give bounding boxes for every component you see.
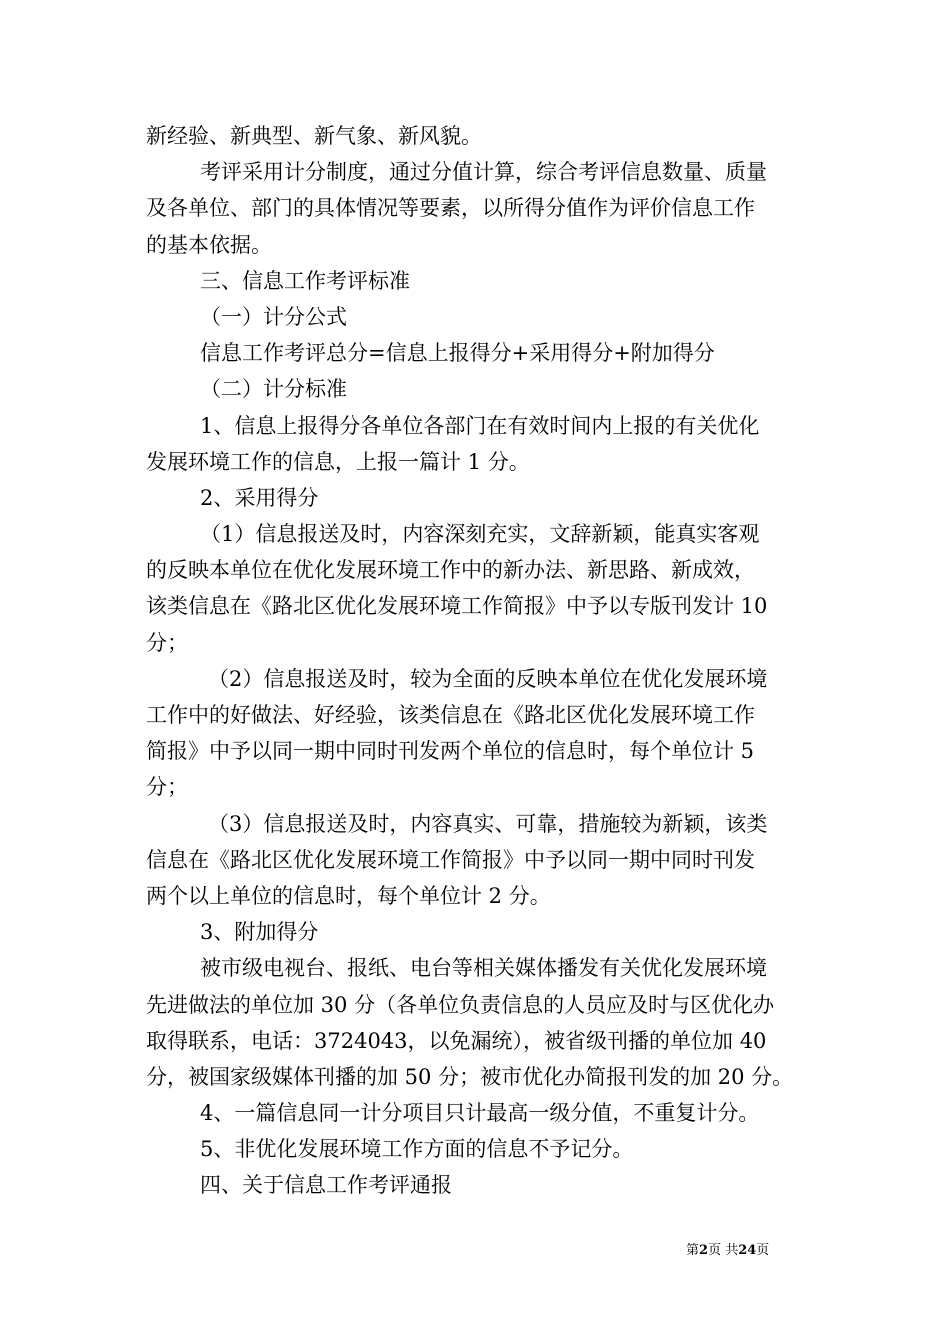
item-heading: 3、附加得分: [200, 920, 319, 945]
formula-line: 信息工作考评总分=信息上报得分+采用得分+附加得分: [200, 341, 715, 366]
item-heading: 2、采用得分: [200, 485, 319, 510]
text-line: 的反映本单位在优化发展环境工作中的新办法、新思路、新成效，: [146, 558, 755, 583]
footer-suffix: 页: [756, 1243, 770, 1258]
total-page-count: 24: [738, 1243, 757, 1258]
section-heading: 四、关于信息工作考评通报: [200, 1173, 452, 1198]
text-line: 发展环境工作的信息，上报一篇计 1 分。: [146, 449, 530, 474]
footer-prefix: 第: [686, 1243, 700, 1258]
text-line: 4、一篇信息同一计分项目只计最高一级分值，不重复计分。: [200, 1101, 760, 1126]
text-line: 5、非优化发展环境工作方面的信息不予记分。: [200, 1137, 634, 1162]
text-line: 分；: [146, 775, 188, 800]
text-line: （3）信息报送及时，内容真实、可靠，措施较为新颖，该类: [208, 811, 768, 836]
text-line: 先进做法的单位加 30 分（各单位负责信息的人员应及时与区优化办: [146, 992, 775, 1017]
section-heading: 三、信息工作考评标准: [200, 268, 410, 293]
text-line: 分，被国家级媒体刊播的加 50 分；被市优化办简报刊发的加 20 分。: [146, 1064, 794, 1089]
text-line: 分；: [146, 630, 188, 655]
text-line: 取得联系，电话：3724043，以免漏统），被省级刊播的单位加 40: [146, 1028, 767, 1053]
page-footer: [686, 1243, 769, 1259]
subsection-heading: （二）计分标准: [200, 377, 347, 402]
text-line: 被市级电视台、报纸、电台等相关媒体播发有关优化发展环境: [200, 956, 767, 981]
text-line: 的基本依据。: [146, 232, 272, 257]
text-line: 考评采用计分制度，通过分值计算，综合考评信息数量、质量: [200, 160, 767, 185]
text-line: 新经验、新典型、新气象、新风貌。: [146, 124, 482, 148]
text-line: 简报》中予以同一期中同时刊发两个单位的信息时，每个单位计 5: [146, 739, 755, 764]
text-line: （2）信息报送及时，较为全面的反映本单位在优化发展环境: [208, 666, 768, 691]
subsection-heading: （一）计分公式: [200, 304, 347, 329]
footer-middle: 页 共: [708, 1243, 739, 1258]
text-line: 及各单位、部门的具体情况等要素，以所得分值作为评价信息工作: [146, 196, 755, 221]
text-line: 1、信息上报得分各单位各部门在有效时间内上报的有关优化: [200, 413, 760, 438]
text-line: 工作中的好做法、好经验，该类信息在《路北区优化发展环境工作: [146, 703, 755, 727]
text-line: （1）信息报送及时，内容深刻充实，文辞新颖，能真实客观: [200, 522, 760, 547]
text-line: 该类信息在《路北区优化发展环境工作简报》中予以专版刊发计 10: [146, 594, 768, 619]
body-text: [146, 118, 808, 1204]
current-page-number: 2: [699, 1243, 709, 1258]
text-line: 两个以上单位的信息时，每个单位计 2 分。: [146, 883, 551, 908]
text-line: 信息在《路北区优化发展环境工作简报》中予以同一期中同时刊发: [146, 847, 755, 872]
